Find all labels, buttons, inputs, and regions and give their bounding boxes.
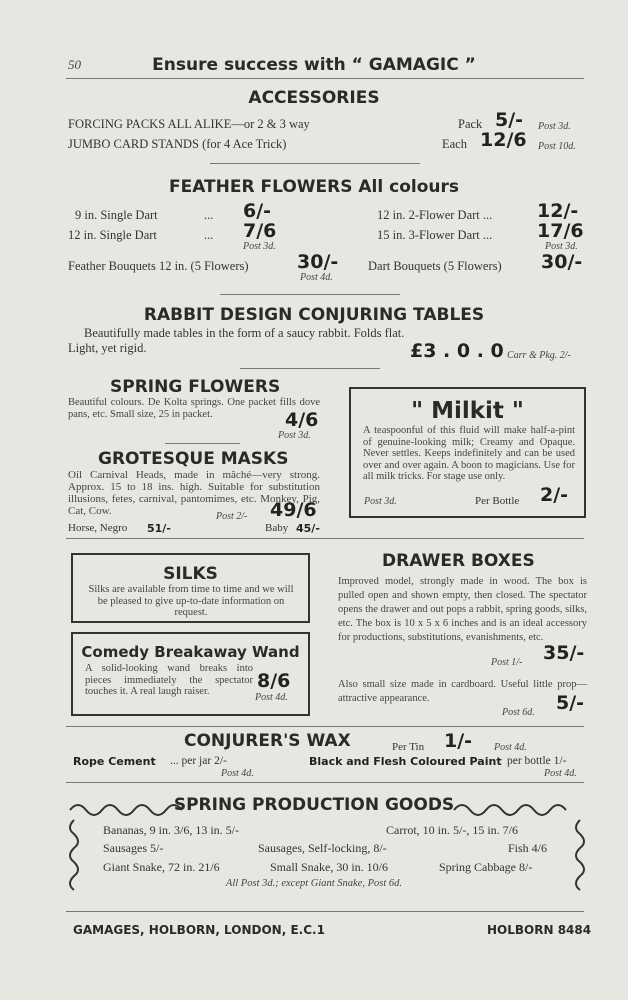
drawer-boxes-post-2: Post 6d. xyxy=(502,707,535,718)
section-divider xyxy=(220,294,400,295)
footer-rule xyxy=(66,911,584,912)
rabbit-tables-heading: RABBIT DESIGN CONJURING TABLES xyxy=(143,305,485,325)
wax-post: Post 4d. xyxy=(494,742,527,753)
spring-goods-row-1-right: Fish 4/6 xyxy=(508,841,548,855)
paint-label: Black and Flesh Coloured Paint xyxy=(309,755,502,768)
milkit-box xyxy=(349,387,586,518)
silks-box xyxy=(71,553,310,623)
footer-phone: HOLBORN 8484 xyxy=(487,923,592,937)
milkit-heading: " Milkit " xyxy=(411,398,524,424)
section-divider xyxy=(210,163,420,164)
forcing-packs-unit: Pack xyxy=(458,117,483,131)
feather-left-1-price: 7/6 xyxy=(243,220,277,242)
feather-flowers-heading: FEATHER FLOWERS All colours xyxy=(168,177,459,197)
feather-right-1-price: 17/6 xyxy=(537,220,584,242)
drawer-boxes-price-2: 5/- xyxy=(556,692,585,714)
milkit-post: Post 3d. xyxy=(364,496,397,507)
feather-right-0-name: 12 in. 2-Flower Dart ... xyxy=(377,208,493,222)
feather-right-1-post: Post 3d. xyxy=(545,241,578,252)
feather-left-1-name: 12 in. Single Dart xyxy=(68,228,157,242)
accessories-heading: ACCESSORIES xyxy=(248,88,380,108)
rope-cement-post: Post 4d. xyxy=(221,768,254,779)
dart-bouquets-price: 30/- xyxy=(541,251,583,273)
wand-heading: Comedy Breakaway Wand xyxy=(81,643,300,661)
feather-left-1-post: Post 3d. xyxy=(243,241,276,252)
spring-goods-row-1-mid: Sausages, Self-locking, 8/- xyxy=(258,841,387,855)
wand-text: A solid-looking wand breaks into pieces immediately the spectator touches it. A real laugh raiser. xyxy=(85,663,253,697)
spring-goods-row-0-left: Bananas, 9 in. 3/6, 13 in. 5/- xyxy=(103,823,239,837)
grotesque-masks-text: Oil Carnival Heads, made in mâché—very strong. Approx. 15 to 18 ins. high. Suitable for substitution illusions, fetes, carnival, pantomimes, etc. Monkey, Pig, Cat, Cow. xyxy=(68,469,320,517)
forcing-packs-label: FORCING PACKS ALL ALIKE—or 2 & 3 way xyxy=(68,117,310,131)
dart-bouquets-label: Dart Bouquets (5 Flowers) xyxy=(368,259,502,273)
feather-bouquets-post: Post 4d. xyxy=(300,272,333,283)
card-stands-unit: Each xyxy=(442,137,467,151)
drawer-boxes-price-1: 35/- xyxy=(543,642,585,664)
section-rule xyxy=(66,726,584,727)
spring-flowers-text: Beautiful colours. De Kolta springs. One packet fills dove pans, etc. Small size, 25 in packet. xyxy=(68,397,320,420)
feather-left-0-dots: ... xyxy=(204,208,214,222)
feather-left-0-name: 9 in. Single Dart xyxy=(75,208,158,222)
milkit-text: A teaspoonful of this fluid will make half-a-pint of genuine-looking milk; Creamy and Opaque. Never settles. Keeps indefinitely and can be used over and over again. A boon to magicians. Use for all milk tricks. For stage use only. xyxy=(363,425,575,482)
spring-goods-row-1-left: Sausages 5/- xyxy=(103,841,164,855)
feather-bouquets-price: 30/- xyxy=(297,251,339,273)
spring-goods-row-2-right: Spring Cabbage 8/- xyxy=(439,860,533,874)
wand-box xyxy=(71,632,310,716)
conjurers-wax-heading: CONJURER'S WAX xyxy=(184,731,351,751)
rabbit-tables-line2: Light, yet rigid. xyxy=(68,341,147,355)
card-stands-post: Post 10d. xyxy=(538,141,576,152)
page-header-title: Ensure success with “ GAMAGIC ” xyxy=(152,55,476,75)
drawer-boxes-heading: DRAWER BOXES xyxy=(382,551,535,571)
wax-per-tin: Per Tin xyxy=(392,741,425,753)
card-stands-label: JUMBO CARD STANDS (for 4 Ace Trick) xyxy=(68,137,287,151)
grotesque-horse-price: 51/- xyxy=(147,522,171,535)
page-number: 50 xyxy=(68,57,81,72)
feather-left-1-dots: ... xyxy=(204,228,214,242)
spring-goods-row-2-left: Giant Snake, 72 in. 21/6 xyxy=(103,860,220,874)
section-divider xyxy=(240,368,380,369)
wand-post: Post 4d. xyxy=(255,692,288,703)
wax-price: 1/- xyxy=(444,730,473,752)
spring-flowers-heading: SPRING FLOWERS xyxy=(110,377,281,397)
rabbit-tables-price: £3 . 0 . 0 xyxy=(410,340,504,362)
section-rule xyxy=(66,782,584,783)
grotesque-masks-post: Post 2/- xyxy=(216,511,248,522)
feather-bouquets-label: Feather Bouquets 12 in. (5 Flowers) xyxy=(68,259,249,273)
paint-post: Post 4d. xyxy=(544,768,577,779)
forcing-packs-price: 5/- xyxy=(495,109,524,131)
spring-goods-row-0-right: Carrot, 10 in. 5/-, 15 in. 7/6 xyxy=(386,823,518,837)
grotesque-baby-price: 45/- xyxy=(296,522,320,535)
feather-right-0-price: 12/- xyxy=(537,200,579,222)
rabbit-tables-line1: Beautifully made tables in the form of a saucy rabbit. Folds flat. xyxy=(84,326,405,340)
spring-flowers-post: Post 3d. xyxy=(278,430,311,441)
spring-goods-note: All Post 3d.; except Giant Snake, Post 6d. xyxy=(225,878,403,889)
grotesque-masks-heading: GROTESQUE MASKS xyxy=(98,449,289,469)
drawer-boxes-post-1: Post 1/- xyxy=(491,657,523,668)
spring-flowers-price: 4/6 xyxy=(285,409,319,431)
rope-cement-detail: ... per jar 2/- xyxy=(170,755,227,767)
feather-right-1-name: 15 in. 3-Flower Dart ... xyxy=(377,228,493,242)
milkit-per-bottle: Per Bottle xyxy=(475,495,520,507)
section-divider xyxy=(165,443,240,444)
wand-price: 8/6 xyxy=(257,670,291,692)
grotesque-horse-label: Horse, Negro xyxy=(68,522,128,534)
milkit-price: 2/- xyxy=(540,484,569,506)
grotesque-baby-label: Baby xyxy=(265,522,289,534)
footer-address: GAMAGES, HOLBORN, LONDON, E.C.1 xyxy=(73,923,325,937)
spring-production-heading: SPRING PRODUCTION GOODS xyxy=(173,795,455,815)
drawer-boxes-text-2: Also small size made in cardboard. Useful little prop—attractive appearance. xyxy=(338,679,587,704)
header-rule xyxy=(66,78,584,79)
paint-detail: per bottle 1/- xyxy=(507,755,567,767)
rope-cement-label: Rope Cement xyxy=(73,755,156,768)
forcing-packs-post: Post 3d. xyxy=(538,121,571,132)
section-rule xyxy=(66,538,584,539)
silks-heading: SILKS xyxy=(163,564,218,584)
grotesque-masks-price: 49/6 xyxy=(270,499,317,521)
card-stands-price: 12/6 xyxy=(480,129,527,151)
feather-left-0-price: 6/- xyxy=(243,200,272,222)
silks-text: Silks are available from time to time and we will be pleased to give up-to-date information on request. xyxy=(88,584,294,618)
spring-goods-row-2-mid: Small Snake, 30 in. 10/6 xyxy=(270,860,388,874)
rabbit-tables-carriage: Carr & Pkg. 2/- xyxy=(507,350,571,361)
drawer-boxes-text: Improved model, strongly made in wood. The box is pulled open and shown empty, then closed. The spectator opens the drawer and out pops a rabbit, spring goods, silks, etc. The box is 10 x 5 x 6 inches and is an ideal accessory for productions, substitutions, evanishments, etc. xyxy=(338,576,587,643)
